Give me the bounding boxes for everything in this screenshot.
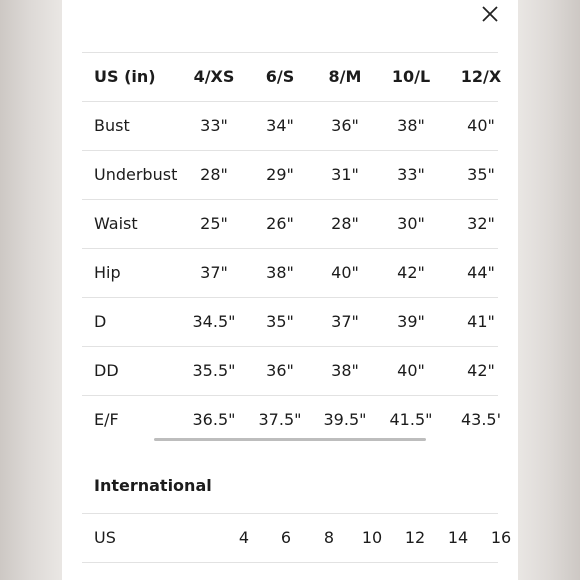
column-header: US (in) [94,67,156,86]
table-cell: 35" [467,165,495,184]
table-cell: 39" [397,312,425,331]
table-cell: 8 [323,528,335,547]
row-label: Waist [94,214,138,233]
table-cell: 34.5" [192,312,236,331]
row-label: E/F [94,410,119,429]
column-header: 6/S [265,67,295,86]
table-cell: 37" [200,263,228,282]
table-cell: 39.5" [323,410,367,429]
column-header: 12/X [460,67,502,86]
table-cell: 37" [331,312,359,331]
table-cell: 36" [266,361,294,380]
table-cell: 42" [397,263,425,282]
row-label: DD [94,361,119,380]
table-cell: 40" [467,116,495,135]
table-cell: 29" [266,165,294,184]
table-cell: 32" [467,214,495,233]
table-cell: 28" [200,165,228,184]
table-cell: 33" [397,165,425,184]
table-cell: 38" [331,361,359,380]
table-row [82,248,498,297]
table-cell: 16 [490,528,512,547]
table-cell: 4 [238,528,250,547]
international-row [82,513,512,563]
size-table[interactable] [82,52,502,444]
table-cell: 35.5" [192,361,236,380]
table-cell: 44" [467,263,495,282]
table-cell: 40" [397,361,425,380]
table-cell: 34" [266,116,294,135]
close-icon [480,4,500,24]
table-cell: 6 [280,528,292,547]
table-cell: 37.5" [258,410,302,429]
table-cell: 10 [361,528,383,547]
column-header: 4/XS [193,67,235,86]
table-row [82,150,498,199]
horizontal-scrollbar[interactable] [154,438,426,441]
table-header-row [82,52,502,101]
table-cell: 41" [467,312,495,331]
row-label: US [94,528,116,547]
table-cell: 42" [467,361,495,380]
table-cell: 33" [200,116,228,135]
table-cell: 40" [331,263,359,282]
table-cell: 35" [266,312,294,331]
table-cell: 25" [200,214,228,233]
column-header: 10/L [391,67,431,86]
table-row [82,101,498,150]
table-cell: 14 [447,528,469,547]
table-row [82,199,498,248]
row-label: Hip [94,263,121,282]
table-cell: 30" [397,214,425,233]
table-cell: 36" [331,116,359,135]
table-cell: 38" [266,263,294,282]
row-label: D [94,312,107,331]
table-cell: 41.5" [389,410,433,429]
table-row [82,346,498,395]
table-cell: 38" [397,116,425,135]
section-title: International [94,476,212,495]
table-cell: 43.5' [460,410,502,429]
size-chart-modal [62,0,518,580]
row-label: Bust [94,116,130,135]
table-row [82,297,498,346]
table-cell: 26" [266,214,294,233]
table-cell: 36.5" [192,410,236,429]
close-button[interactable] [480,4,500,24]
table-row [82,395,502,444]
table-cell: 12 [404,528,426,547]
column-header: 8/M [328,67,362,86]
row-label: Underbust [94,165,178,184]
table-cell: 28" [331,214,359,233]
table-cell: 31" [331,165,359,184]
